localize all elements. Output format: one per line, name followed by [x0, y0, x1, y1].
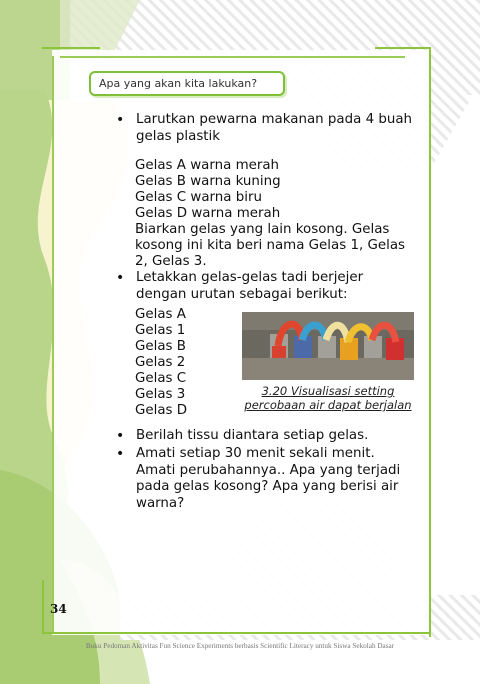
color-list-item: Gelas A warna merah: [135, 158, 280, 173]
figure-caption: [238, 384, 418, 412]
bullet-text: Amati setiap 30 menit sekali menit. Amati perubahannya.. Apa yang terjadi pada gelas kosong? Apa yang berisi air warna?: [136, 446, 401, 511]
bullet-text: Berilah tissu diantara setiap gelas.: [136, 428, 369, 443]
frame-bottom-left-tick: [42, 580, 44, 634]
order-list-item: Gelas 1: [135, 323, 186, 338]
frame-left-inner: [52, 56, 54, 634]
color-list-item: Gelas C warna biru: [135, 190, 262, 205]
bullet-text: Letakkan gelas-gelas tadi berjejer dengan urutan sebagai berikut:: [136, 270, 364, 302]
empty-glass-note: kosong ini kita beri nama Gelas 1, Gelas: [135, 238, 405, 253]
color-list-item: Gelas B warna kuning: [135, 174, 281, 189]
bullet-dot: •: [116, 446, 125, 462]
section-header-title: Apa yang akan kita lakukan?: [99, 77, 258, 90]
experiment-photo: [242, 312, 414, 380]
page-footer: Buku Pedoman Aktivitas Fun Science Experiments berbasis Scientific Literacy untuk Siswa Sekolah Dasar: [85, 642, 395, 650]
figure-caption-line: 3.20 Visualisasi setting: [261, 384, 395, 398]
order-list-item: Gelas 3: [135, 387, 186, 402]
empty-glass-note: Biarkan gelas yang lain kosong. Gelas: [135, 222, 390, 237]
order-list-item: Gelas A: [135, 307, 186, 322]
section-header-box: [89, 71, 285, 96]
frame-top-inner: [60, 56, 405, 58]
frame-top-left: [42, 47, 100, 49]
bullet-dot: •: [116, 112, 125, 128]
frame-top-right: [375, 47, 431, 49]
figure-caption-line: percobaan air dapat berjalan: [244, 398, 412, 412]
order-list-item: Gelas C: [135, 371, 187, 386]
bullet-dot: •: [116, 270, 125, 286]
order-list-item: Gelas 2: [135, 355, 186, 370]
frame-right: [429, 47, 431, 637]
page-number: 34: [50, 602, 67, 616]
order-list-item: Gelas D: [135, 403, 188, 418]
empty-glass-note: 2, Gelas 3.: [135, 254, 207, 269]
bullet-text: Larutkan pewarna makanan pada 4 buah gelas plastik: [136, 112, 413, 144]
order-list-item: Gelas B: [135, 339, 186, 354]
frame-bottom: [42, 632, 431, 634]
color-list-item: Gelas D warna merah: [135, 206, 281, 221]
bullet-dot: •: [116, 428, 125, 444]
